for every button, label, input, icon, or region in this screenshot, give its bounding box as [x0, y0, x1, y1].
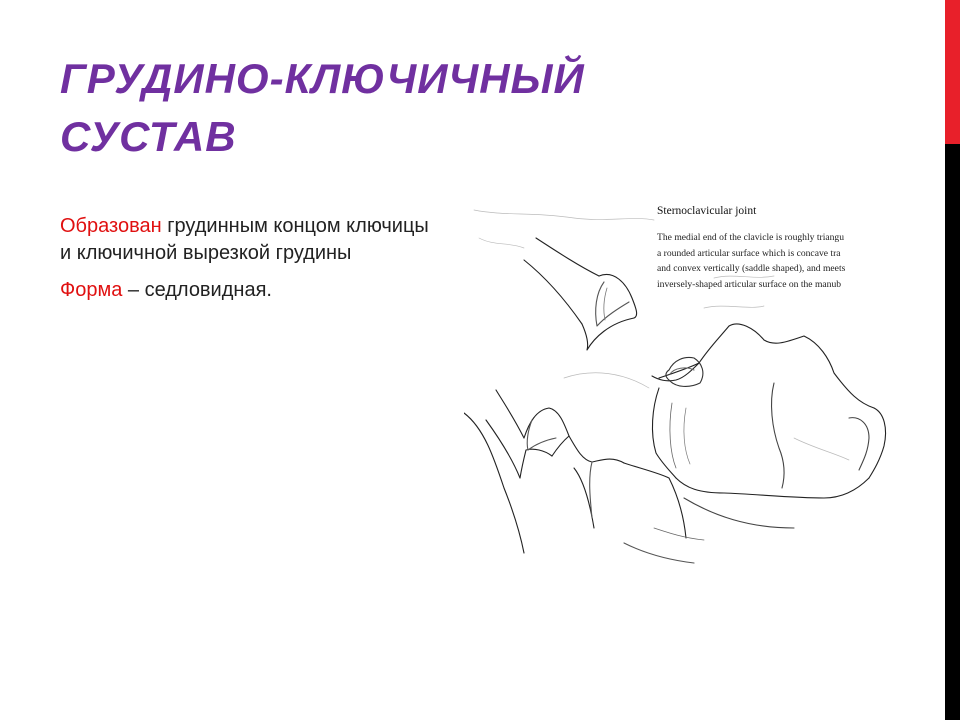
title-line-2: СУСТАВ — [60, 113, 237, 160]
formation-text: грудинным концом ключицы и ключичной вырезкой грудины — [60, 215, 429, 264]
title-line-1: ГРУДИНО-КЛЮЧИЧНЫЙ — [60, 55, 585, 102]
paragraph-shape — [60, 277, 440, 304]
shape-text: – седловидная. — [122, 279, 272, 301]
accent-bar-red — [945, 0, 960, 144]
clavicle-end-bottom — [582, 318, 634, 350]
figure-caption-title: Sternoclavicular joint — [657, 205, 757, 217]
figure-caption-text — [657, 230, 888, 292]
caption-line: inversely-shaped articular surface on the manub — [657, 278, 842, 290]
accent-bar-black — [945, 144, 960, 720]
caption-line: a rounded articular surface which is concave tra — [657, 247, 841, 259]
sternoclavicular-joint-illustration — [464, 198, 888, 573]
paragraph-formation — [60, 213, 440, 267]
body-text — [60, 213, 440, 314]
slide-title — [60, 50, 920, 166]
caption-line: and convex vertically (saddle shaped), and meets — [657, 263, 846, 274]
keyword-shape: Форма — [60, 279, 123, 301]
clavicle-shaft-bottom — [524, 260, 582, 324]
keyword-formed: Образован — [60, 215, 162, 237]
caption-line: The medial end of the clavicle is roughly triangu — [657, 232, 845, 243]
clavicle-shaft-top — [536, 238, 599, 276]
